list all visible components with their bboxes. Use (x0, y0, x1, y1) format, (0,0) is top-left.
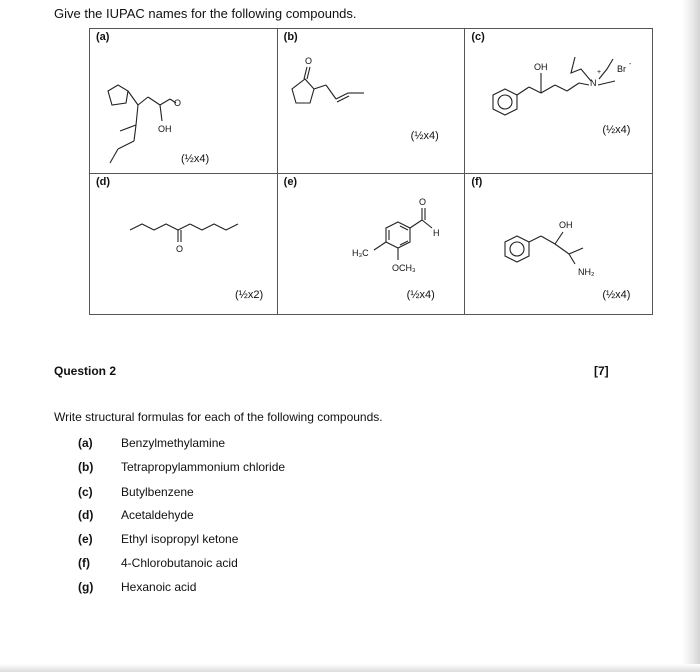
bond (304, 67, 307, 79)
atom-o: O (304, 56, 312, 66)
bond (422, 220, 432, 228)
bond (118, 141, 134, 149)
item-label: (e) (78, 532, 93, 546)
cell-label: (f) (471, 176, 483, 188)
bond (110, 149, 118, 163)
bond (148, 97, 160, 105)
bond (555, 85, 567, 91)
atom-oh: OH (534, 62, 548, 72)
propyl-chain (571, 57, 591, 81)
bond (138, 97, 148, 105)
structure-b (278, 29, 463, 174)
bond (128, 91, 138, 105)
item-text: 4-Chlorobutanoic acid (121, 556, 238, 570)
bond (517, 87, 529, 95)
compound-cell-f (465, 174, 653, 315)
atom-oh: OH (158, 124, 172, 134)
atom-och3: OCH₃ (391, 263, 416, 273)
bond (598, 81, 615, 85)
marks-d: (½x2) (235, 289, 264, 301)
cyclopentanone-ring (292, 79, 314, 103)
compounds-table (89, 28, 653, 315)
item-label: (g) (78, 580, 94, 594)
atom-h: H (432, 228, 440, 238)
atom-oh: OH (559, 220, 573, 230)
bond (136, 105, 138, 125)
bond (569, 248, 583, 254)
atom-o: O (174, 98, 182, 108)
bond (567, 83, 579, 91)
charge-minus: - (629, 61, 632, 68)
item-text: Hexanoic acid (121, 580, 197, 594)
propyl-chain (599, 59, 613, 79)
marks-a: (½x4) (181, 153, 210, 165)
bond (336, 93, 348, 99)
cell-label: (b) (283, 31, 298, 43)
atom-h3c: H₃C (351, 248, 369, 258)
question1-prompt: Give the IUPAC names for the following compounds. (54, 6, 357, 21)
cell-label: (a) (96, 31, 110, 43)
page-bottom-shadow (0, 664, 700, 672)
item-text: Butylbenzene (121, 485, 194, 499)
bond (134, 125, 136, 141)
item-text: Tetrapropylammonium chloride (121, 460, 286, 474)
marks-f: (½x4) (602, 289, 631, 301)
item-label: (d) (78, 508, 94, 522)
marks-b: (½x4) (410, 130, 439, 142)
marks-e: (½x4) (406, 289, 435, 301)
cell-label: (c) (471, 31, 485, 43)
atom-o: O (176, 244, 184, 254)
bond (374, 242, 386, 250)
bond (529, 87, 541, 93)
charge-plus: + (597, 69, 602, 76)
atom-br: Br (617, 64, 627, 74)
bond (541, 236, 555, 244)
atom-n: N (590, 78, 597, 88)
aromatic-circle (498, 95, 512, 109)
bond (314, 85, 326, 89)
item-text: Acetaldehyde (121, 508, 194, 522)
bond (410, 220, 422, 228)
bond (160, 105, 162, 121)
structure-c (465, 29, 658, 174)
aromatic-circle (510, 242, 524, 256)
item-label: (c) (78, 485, 93, 499)
bond (555, 244, 569, 254)
cell-label: (e) (283, 176, 298, 188)
item-label: (b) (78, 460, 94, 474)
bond (555, 232, 563, 244)
compound-cell-e (277, 174, 465, 315)
bond (120, 125, 136, 131)
structure-e (278, 174, 463, 315)
compound-cell-c (465, 29, 653, 174)
item-label: (f) (78, 556, 90, 570)
page-edge-shadow (682, 0, 700, 672)
bond (160, 99, 170, 105)
item-label: (a) (78, 436, 93, 450)
atom-o: O (418, 197, 426, 207)
bond (579, 83, 589, 85)
atom-nh2: NH₂ (578, 267, 595, 277)
compound-cell-b (277, 29, 465, 174)
question2-instruction: Write structural formulas for each of the following compounds. (54, 410, 383, 424)
bond (326, 85, 336, 99)
bond (541, 85, 555, 93)
compound-cell-d (90, 174, 278, 315)
compound-cell-a (90, 29, 278, 174)
cyclopentane-ring (108, 85, 128, 105)
benzene-ring (386, 222, 410, 248)
marks-c: (½x4) (602, 124, 631, 136)
item-text: Benzylmethylamine (121, 436, 226, 450)
bond (307, 67, 310, 79)
bond (529, 236, 541, 242)
question2-title: Question 2 (54, 364, 117, 378)
bond (337, 96, 349, 102)
item-text: Ethyl isopropyl ketone (121, 532, 239, 546)
cell-label: (d) (96, 176, 111, 188)
benzene-ring (493, 89, 517, 115)
bond (569, 254, 575, 264)
question2-marks: [7] (594, 364, 609, 378)
carbon-chain (130, 224, 190, 230)
benzene-ring (505, 236, 529, 262)
carbon-chain (190, 224, 238, 230)
